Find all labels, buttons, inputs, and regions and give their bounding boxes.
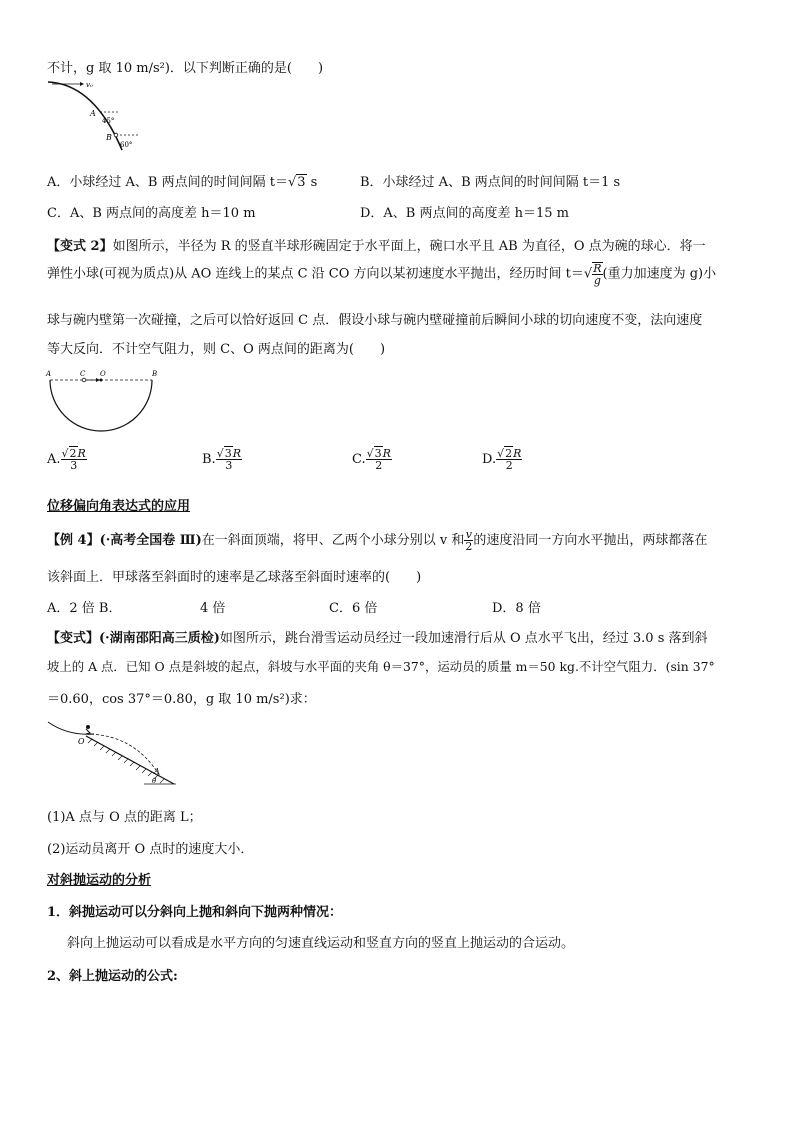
ski-slope-figure <box>44 718 179 790</box>
question-line: 不计，g 取 10 m/s²)．以下判断正确的是( ) <box>47 61 324 76</box>
example4-text1a: 在一斜面顶端，将甲、乙两个小球分别以 v 和 <box>201 533 465 548</box>
example4-option-d: D．8 倍 <box>492 601 541 616</box>
option-c: C．A、B 两点间的高度差 h＝10 m <box>47 206 256 221</box>
bowl-c-label: C <box>80 370 86 378</box>
variant2-text1: 如图所示，半径为 R 的竖直半球形碗固定于水平面上，碗口水平且 AB 为直径，O 点为碗的球心．将一 <box>112 239 706 254</box>
bowl-a-label: A <box>46 370 52 378</box>
variant-question-1: (1)A 点与 O 点的距离 L； <box>47 810 202 825</box>
example4-line1 <box>47 529 707 552</box>
variant-label: 【变式】 <box>47 631 100 646</box>
point-a-label: A <box>90 109 96 118</box>
time-frac-num: R <box>593 262 602 275</box>
option-a-text: A．小球经过 A、B 两点间的时间间隔 t＝ <box>47 175 288 190</box>
variant2-option-b: B. $\frac{√3R}{3}$ <box>202 447 241 472</box>
example4-source: (·高考全国卷 Ⅲ) <box>99 533 202 548</box>
option-b: B．小球经过 A、B 两点间的时间间隔 t＝1 s <box>360 175 621 190</box>
variant2-line3: 球与碗内壁第一次碰撞，之后可以恰好返回 C 点．假设小球与碗内壁碰撞前后瞬间小球的切向速度不变，法向速度 <box>47 313 703 328</box>
variant2-line2: 弹性小球(可视为质点)从 AO 连线上的某点 C 沿 CO 方向以某初速度水平抛出，经历时间 t＝√ $\frac{R}{g}$ (重力加速度为 g)小 <box>47 262 717 287</box>
example4-line2: 该斜面上．甲球落至斜面时的速率是乙球落至斜面时速率的( ) <box>47 570 422 585</box>
variant-text1: 如图所示，跳台滑雪运动员经过一段加速滑行后从 O 点水平飞出，经过 3.0 s 落到斜 <box>219 631 708 646</box>
option-d: D．A、B 两点间的高度差 h＝15 m <box>360 206 570 221</box>
variant-line2: 坡上的 A 点．已知 O 点是斜坡的起点，斜坡与水平面的夹角 θ＝37°，运动员的质量 m＝50 kg.不计空气阻力．(sin 37° <box>47 659 715 674</box>
section-heading-2: 对斜抛运动的分析 <box>47 873 152 888</box>
variant2-option-a: A. $\frac{√2R}{3}$ <box>47 447 86 472</box>
point-2: 2、斜上抛运动的公式: <box>47 969 178 984</box>
option-a: A．小球经过 A、B 两点间的时间间隔 t＝√3 s <box>47 175 318 190</box>
variant2-label: 【变式 2】 <box>47 239 113 254</box>
point-1-body: 斜向上抛运动可以看成是水平方向的匀速直线运动和竖直方向的竖直上抛运动的合运动。 <box>67 936 575 951</box>
variant2-line4: 等大反向．不计空气阻力，则 C、O 两点间的距离为( ) <box>47 342 386 357</box>
example4-label: 【例 4】 <box>47 533 100 548</box>
variant2-text2b: (重力加速度为 g)小 <box>602 266 717 282</box>
variant2-option-d: D. $\frac{√2R}{2}$ <box>482 447 522 472</box>
speed-frac-num: v <box>465 528 472 541</box>
slope-theta-label: θ <box>152 777 157 785</box>
option-a-unit: s <box>306 175 318 190</box>
point-1: 1．斜抛运动可以分斜向上抛和斜向下抛两种情况： <box>47 905 343 920</box>
variant2-line1 <box>47 235 706 254</box>
variant-line3: ＝0.60，cos 37°＝0.80，g 取 10 m/s²)求： <box>47 692 316 707</box>
bowl-o-label: O <box>100 370 106 378</box>
angle-60-label: 60° <box>120 141 133 149</box>
time-frac-den: g <box>593 274 601 287</box>
section-heading: 位移偏向角表达式的应用 <box>47 499 191 514</box>
example4-option-c: C．6 倍 <box>329 601 378 616</box>
example4-option-b: 4 倍 <box>200 601 226 616</box>
variant-source: (·湖南邵阳高三质检) <box>99 631 220 646</box>
bowl-b-label: B <box>152 370 158 378</box>
option-a-radicand: 3 <box>297 175 306 190</box>
variant-line1 <box>47 627 708 646</box>
v0-label: v₀ <box>86 81 93 89</box>
bowl-figure <box>44 368 164 438</box>
trajectory-figure <box>44 78 144 154</box>
example4-option-a: A．2 倍 B． <box>47 601 122 616</box>
variant-question-2: (2)运动员离开 O 点时的速度大小． <box>47 842 254 857</box>
variant2-option-c: C. $\frac{√3R}{2}$ <box>352 447 391 472</box>
variant2-text2a: 弹性小球(可视为质点)从 AO 连线上的某点 C 沿 CO 方向以某初速度水平抛出，经历时间 t＝ <box>47 266 584 282</box>
speed-frac-den: 2 <box>465 540 473 553</box>
slope-a-label: A <box>154 767 160 776</box>
slope-o-label: O <box>78 737 85 746</box>
angle-45-label: 45° <box>102 117 115 125</box>
example4-text1b: 的速度沿同一方向水平抛出，两球都落在 <box>473 533 708 548</box>
point-b-label: B <box>106 133 112 142</box>
